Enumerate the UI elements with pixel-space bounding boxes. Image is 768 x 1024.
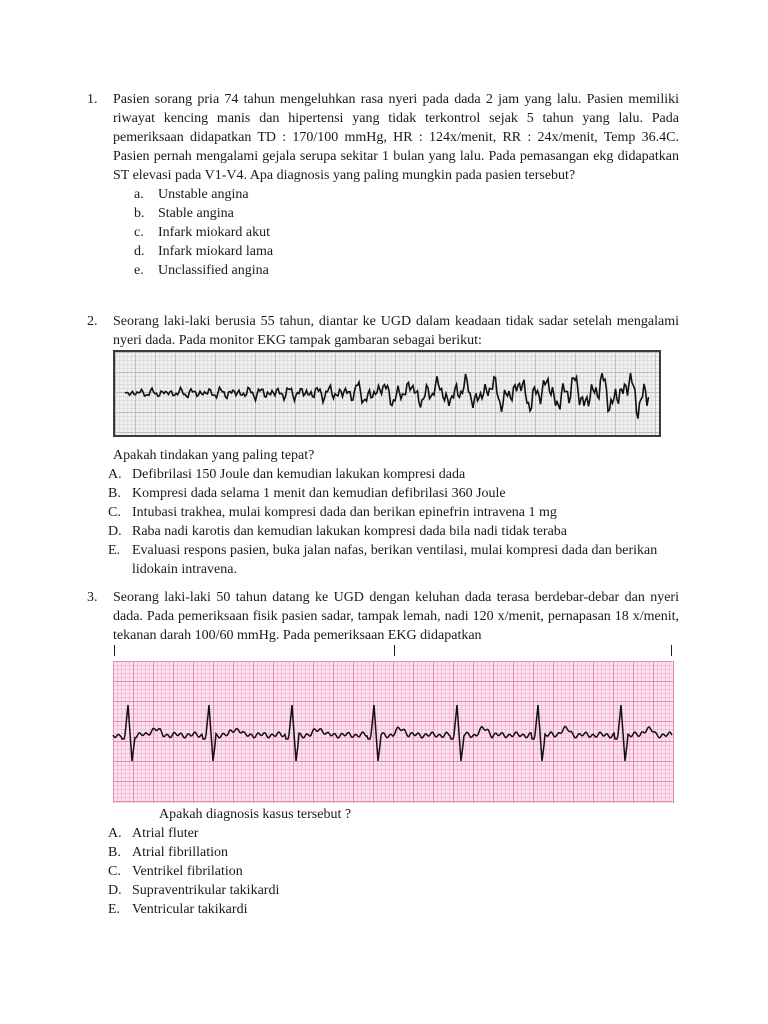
ekg-tick-mark bbox=[394, 645, 395, 656]
option-c[interactable]: C. Intubasi trakhea, mulai kompresi dada dan berikan epinefrin intravena 1 mg bbox=[108, 505, 557, 520]
ekg-trace-2 bbox=[113, 661, 674, 803]
answer-options bbox=[134, 185, 679, 280]
option-b[interactable]: B. Kompresi dada selama 1 menit dan kemudian defibrilasi 360 Joule bbox=[108, 486, 506, 501]
answer-options bbox=[87, 824, 679, 919]
question-1 bbox=[87, 90, 679, 280]
question-prompt: Apakah diagnosis kasus tersebut ? bbox=[159, 807, 352, 822]
option-a[interactable]: A. Defibrilasi 150 Joule dan kemudian lakukan kompresi dada bbox=[108, 467, 466, 482]
option-e[interactable]: E. Ventricular takikardi bbox=[108, 902, 248, 917]
option-a[interactable]: a. Unstable angina bbox=[134, 187, 249, 202]
ekg-trace-1 bbox=[115, 352, 659, 435]
option-e[interactable]: e. Unclassified angina bbox=[134, 263, 269, 278]
option-d[interactable]: d. Infark miokard lama bbox=[134, 244, 274, 259]
answer-options bbox=[87, 465, 679, 579]
question-number: 1. bbox=[87, 92, 98, 107]
option-b[interactable]: B. Atrial fibrillation bbox=[108, 845, 229, 860]
option-c[interactable]: c. Infark miokard akut bbox=[134, 225, 270, 240]
question-text: Seorang laki-laki berusia 55 tahun, diantar ke UGD dalam keadaan tidak sadar setelah mengalami nyeri dada. Pada monitor EKG tampak gambaran sebagai berikut: bbox=[113, 314, 679, 348]
question-number: 2. bbox=[87, 314, 98, 329]
question-text: Pasien sorang pria 74 tahun mengeluhkan rasa nyeri pada dada 2 jam yang lalu. Pasien memiliki riwayat kencing manis dan hipertensi yang tidak terkontrol sejak 5 tahun yang lalu. Pada pemeriksaan didapatkan TD : 170/100 mmHg, HR : 124x/menit, RR : 24x/menit, Temp 36.4C. Pasien pernah mengalami gejala serupa sekitar 1 bulan yang lalu. Pada pemasangan ekg didapatkan ST elevasi pada V1-V4. Apa diagnosis yang paling mungkin pada pasien tersebut? bbox=[113, 92, 679, 183]
ekg-tick-mark bbox=[671, 645, 672, 656]
option-d[interactable]: D. Raba nadi karotis dan kemudian lakukan kompresi dada bila nadi tidak teraba bbox=[108, 524, 568, 539]
question-text: Seorang laki-laki 50 tahun datang ke UGD dengan keluhan dada terasa berdebar-debar dan nyeri dada. Pada pemeriksaan fisik pasien sadar, tampak lemah, nadi 120 x/menit, pernapasan 18 x/menit, tekanan darah 100/60 mmHg. Pada pemeriksaan EKG didapatkan bbox=[113, 590, 679, 643]
option-c[interactable]: C. Ventrikel fibrilation bbox=[108, 864, 243, 879]
question-number: 3. bbox=[87, 590, 98, 605]
option-d[interactable]: D. Supraventrikular takikardi bbox=[108, 883, 280, 898]
option-e[interactable]: E. Evaluasi respons pasien, buka jalan nafas, berikan ventilasi, mulai kompresi dada dan berikan lidokain intravena. bbox=[108, 543, 658, 577]
ekg-tick-mark bbox=[114, 645, 115, 656]
question-prompt: Apakah tindakan yang paling tepat? bbox=[113, 448, 315, 463]
option-a[interactable]: A. Atrial fluter bbox=[108, 826, 199, 841]
option-b[interactable]: b. Stable angina bbox=[134, 206, 234, 221]
ekg-strip-2 bbox=[113, 661, 674, 803]
ekg-strip-1 bbox=[113, 350, 661, 437]
